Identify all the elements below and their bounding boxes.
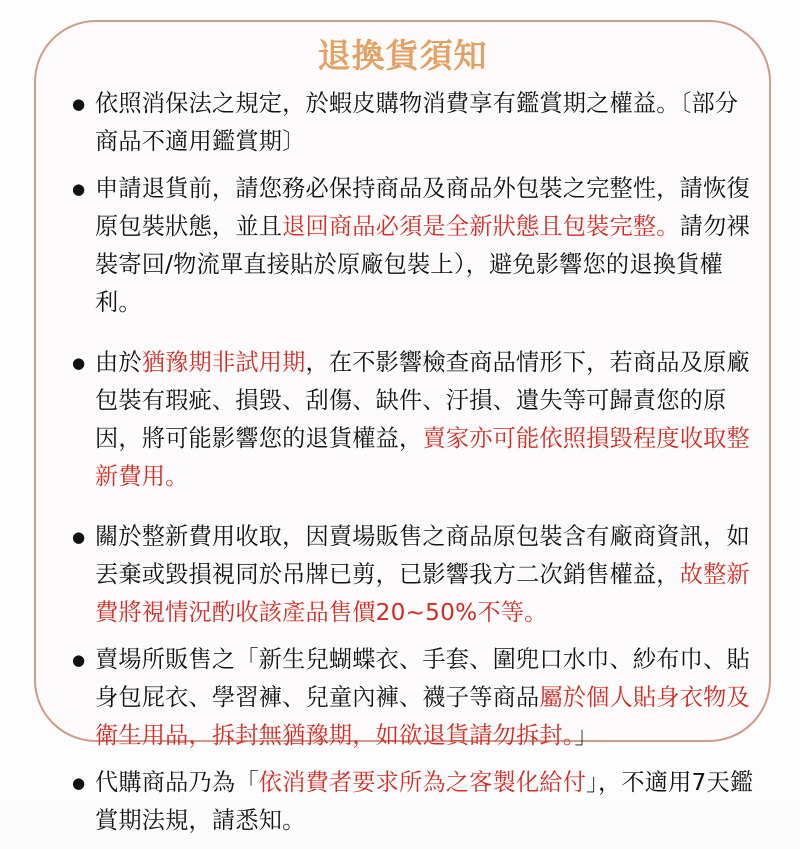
list-spacer <box>66 840 755 849</box>
list-item <box>66 518 755 632</box>
list-spacer <box>66 496 755 518</box>
policy-list <box>36 85 773 849</box>
body-text: 關於整新費用收取，因賣場販售之商品原包裝含有廠商資訊，如丟棄或毀損視同於吊牌已剪，已影響我方二次銷售權益， <box>95 523 750 588</box>
body-text: 」 <box>574 722 598 749</box>
bullet-dot-icon: ● <box>72 528 86 546</box>
card-inner <box>36 22 769 834</box>
list-item-text <box>95 170 755 322</box>
highlighted-text: 賣家亦可能依照損毀程度收取整新費用。 <box>95 425 750 490</box>
highlighted-text: 退回商品必須是全新狀態且包裝完整。 <box>282 213 680 240</box>
list-spacer <box>66 755 755 764</box>
list-item-text <box>95 518 755 632</box>
highlighted-text: 依消費者要求所為之客製化給付 <box>258 769 587 796</box>
highlighted-text: 屬於個人貼身衣物及衛生用品，拆封無猶豫期，如欲退貨請勿拆封。 <box>95 684 750 749</box>
list-item-text <box>95 764 755 840</box>
bullet-dot-icon: ● <box>72 651 86 669</box>
bullet-dot-icon: ● <box>72 354 86 372</box>
list-item <box>66 85 755 161</box>
highlighted-text: 猶豫期非試用期 <box>141 349 306 376</box>
bullet-dot-icon: ● <box>72 180 86 198</box>
list-spacer <box>66 632 755 641</box>
list-item-text <box>95 85 755 161</box>
bullet-dot-icon: ● <box>72 95 86 113</box>
list-item <box>66 344 755 496</box>
body-text: ，在不影響檢查商品情形下，若商品及原廠包裝有瑕疵、損毀、刮傷、缺件、汙損、遺失等可歸責您的原因，將可能影響您的退貨權益， <box>95 349 750 452</box>
body-text: 請勿裸裝寄回/物流單直接貼於原廠包裝上），避免影響您的退換貨權利。 <box>95 213 750 316</box>
return-policy-card <box>34 20 771 834</box>
list-item-text <box>95 641 755 755</box>
list-item <box>66 764 755 840</box>
body-text: 申請退貨前，請您務必保持商品及商品外包裝之完整性，請恢復原包裝狀態，並且 <box>95 175 750 240</box>
body-text: 」，不適用7天鑑賞期法規，請悉知。 <box>95 769 754 834</box>
list-item-text <box>95 344 755 496</box>
body-text: 由於 <box>95 349 142 376</box>
list-spacer <box>66 322 755 344</box>
list-spacer <box>66 161 755 170</box>
page-title: 退換貨須知 <box>317 36 488 75</box>
body-text: 代購商品乃為「 <box>95 769 259 796</box>
highlighted-text: 故整新費將視情況酌收該產品售價20~50%不等。 <box>95 561 750 626</box>
bullet-dot-icon: ● <box>72 774 86 792</box>
body-text: 賣場所販售之「新生兒蝴蝶衣、手套、圍兜口水巾、紗布巾、貼身包屁衣、學習褲、兒童內褲、襪子等商品 <box>95 646 750 711</box>
list-item <box>66 641 755 755</box>
list-item <box>66 170 755 322</box>
body-text: 依照消保法之規定，於蝦皮購物消費享有鑑賞期之權益。〔部分商品不適用鑑賞期〕 <box>95 90 739 155</box>
